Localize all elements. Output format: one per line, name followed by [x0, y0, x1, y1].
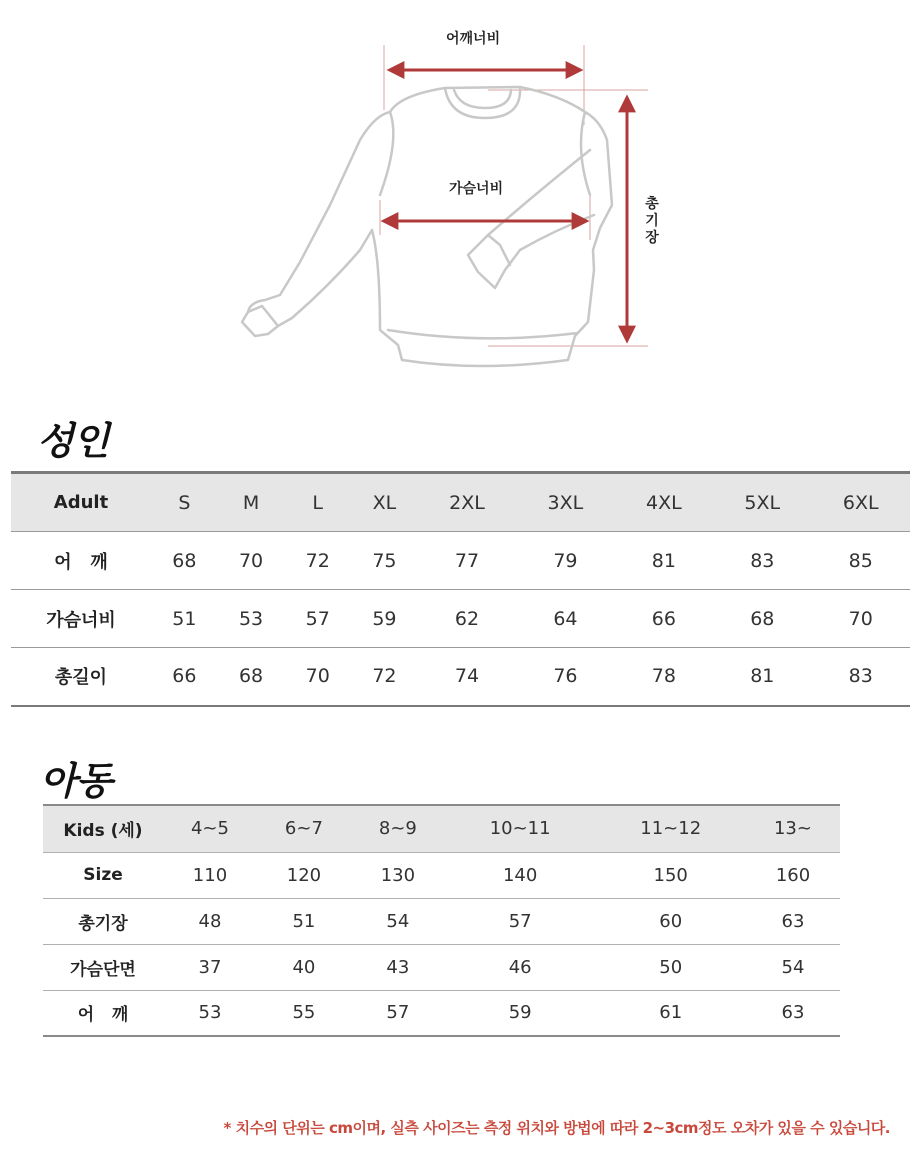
adult-header-cell: M — [242, 491, 260, 514]
adult-value-cell: 74 — [454, 665, 480, 688]
adult-value-cell: 75 — [372, 549, 397, 572]
kids-size-table — [43, 804, 840, 1037]
adult-value-cell: 68 — [238, 665, 264, 688]
adult-value-cell: 68 — [750, 607, 775, 630]
kids-value-cell: 60 — [659, 910, 683, 932]
adult-value-cell: 68 — [172, 549, 197, 572]
adult-value-cell: 79 — [553, 549, 578, 572]
kids-value-cell: 130 — [380, 864, 416, 886]
kids-header-cell: 8~9 — [378, 818, 417, 840]
adult-value-cell: 70 — [848, 607, 873, 630]
shoulder-width-label: 어깨너비 — [446, 31, 501, 47]
adult-value-cell: 53 — [238, 607, 264, 630]
adult-size-table — [11, 471, 910, 707]
table-row — [43, 990, 840, 1036]
adult-value-cell: 64 — [553, 607, 578, 630]
kids-header-cell: 4~5 — [190, 818, 229, 840]
adult-value-cell: 66 — [651, 607, 676, 630]
adult-header-cell: 6XL — [842, 491, 879, 514]
adult-value-cell: 59 — [372, 607, 397, 630]
adult-value-cell: 57 — [305, 607, 330, 630]
kids-header-cell: 10~11 — [489, 818, 551, 840]
kids-row-label: 총기장 — [78, 913, 128, 934]
kids-value-cell: 54 — [781, 956, 805, 978]
kids-value-cell: 55 — [292, 1002, 316, 1024]
garment-outline — [242, 87, 612, 366]
adult-header-cell: S — [178, 491, 191, 514]
kids-row-label: Size — [83, 865, 123, 885]
kids-value-cell: 59 — [508, 1002, 532, 1024]
kids-value-cell: 110 — [192, 864, 228, 886]
adult-header-cell: 2XL — [449, 491, 485, 514]
adult-value-cell: 77 — [454, 549, 480, 572]
kids-value-cell: 43 — [386, 956, 410, 978]
adult-header-cell: XL — [372, 491, 397, 514]
adult-row-label: 어 깨 — [54, 551, 108, 573]
adult-value-cell: 83 — [848, 665, 873, 688]
kids-value-cell: 53 — [198, 1002, 222, 1024]
adult-row-label: 총길이 — [54, 667, 108, 689]
kids-value-cell: 63 — [781, 910, 805, 932]
table-row — [43, 852, 840, 898]
kids-value-cell: 57 — [508, 910, 532, 932]
measurement-note: * 치수의 단위는 cm이며, 실측 사이즈는 측정 위치와 방법에 따라 2~3cm정도 오차가 있을 수 있습니다. — [223, 1119, 890, 1137]
kids-value-cell: 46 — [508, 956, 532, 978]
adult-value-cell: 72 — [305, 549, 330, 572]
chest-width-label: 가슴너비 — [449, 181, 504, 197]
table-row — [43, 898, 840, 944]
adult-header-label: Adult — [53, 492, 109, 513]
adult-row-label: 가슴너비 — [46, 609, 116, 631]
kids-value-cell: 63 — [781, 1002, 805, 1024]
kids-value-cell: 37 — [198, 956, 222, 978]
kids-value-cell: 160 — [775, 864, 811, 886]
table-row — [11, 532, 910, 590]
adult-value-cell: 72 — [372, 665, 397, 688]
table-row — [43, 944, 840, 990]
adult-value-cell: 76 — [553, 665, 578, 688]
kids-row-label: 가슴단면 — [70, 959, 136, 980]
kids-value-cell: 120 — [286, 864, 322, 886]
table-row — [11, 648, 910, 706]
adult-value-cell: 81 — [750, 665, 775, 688]
kids-value-cell: 150 — [653, 864, 688, 886]
kids-value-cell: 51 — [292, 910, 316, 932]
kids-header-label: Kids (세) — [63, 821, 143, 842]
adult-value-cell: 85 — [848, 549, 873, 572]
kids-row-label: 어 깨 — [77, 1005, 129, 1026]
kids-header-cell: 13~ — [773, 818, 812, 840]
adult-header-cell: 4XL — [645, 491, 682, 514]
adult-header-row — [11, 473, 910, 532]
kids-value-cell: 40 — [292, 956, 316, 978]
kids-value-cell: 140 — [502, 864, 538, 886]
kids-value-cell: 57 — [386, 1002, 410, 1024]
adult-header-cell: 3XL — [547, 491, 584, 514]
kids-value-cell: 50 — [659, 956, 683, 978]
kids-value-cell: 61 — [659, 1002, 683, 1024]
kids-header-row — [43, 805, 840, 852]
kids-header-cell: 11~12 — [640, 818, 702, 840]
adult-value-cell: 62 — [454, 607, 480, 630]
adult-value-cell: 70 — [305, 665, 330, 688]
adult-header-cell: 5XL — [744, 491, 781, 514]
adult-value-cell: 83 — [750, 549, 775, 572]
adult-value-cell: 78 — [651, 665, 676, 688]
total-length-label: 총기장 — [645, 196, 659, 246]
adult-header-cell: L — [312, 491, 324, 514]
adult-value-cell: 66 — [172, 665, 197, 688]
kids-header-cell: 6~7 — [284, 818, 323, 840]
kids-section-title: 아동 — [40, 759, 112, 803]
adult-value-cell: 70 — [238, 549, 264, 572]
adult-value-cell: 51 — [172, 607, 197, 630]
table-row — [11, 590, 910, 648]
kids-value-cell: 48 — [198, 910, 222, 932]
kids-value-cell: 54 — [386, 910, 410, 932]
adult-section-title: 성인 — [37, 419, 109, 463]
size-diagram — [0, 0, 920, 380]
adult-value-cell: 81 — [651, 549, 676, 572]
